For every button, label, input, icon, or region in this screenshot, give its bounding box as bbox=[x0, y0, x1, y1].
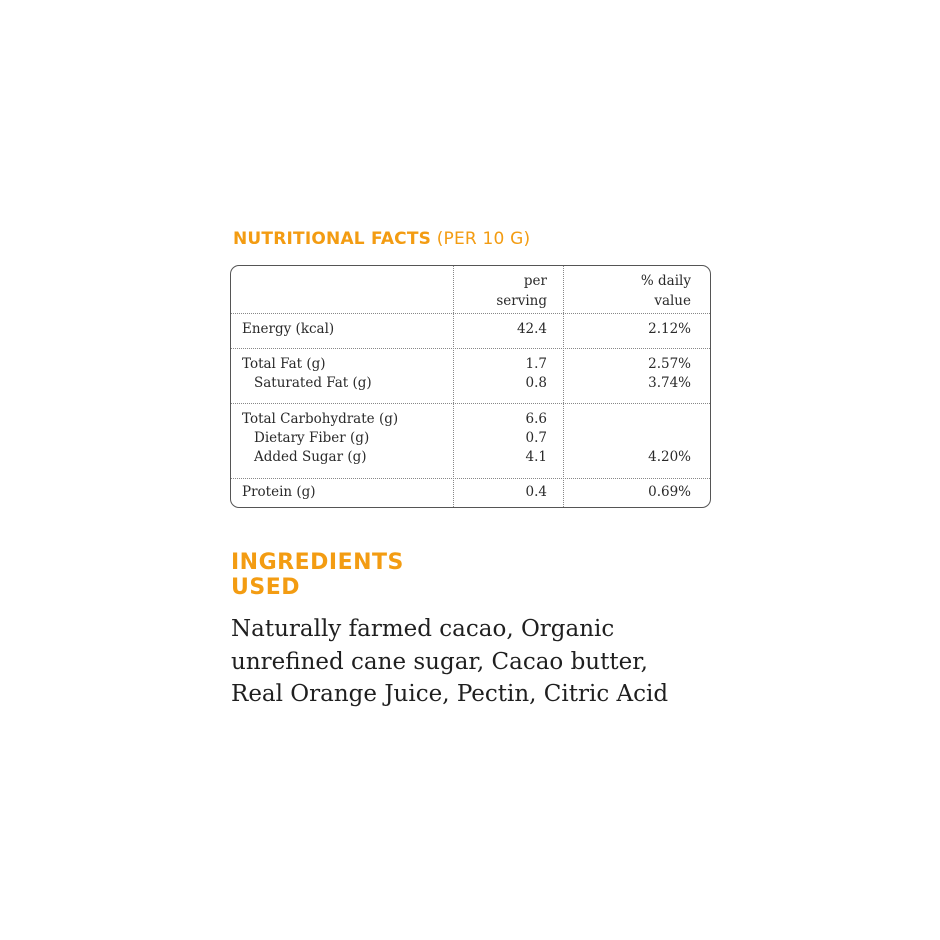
row-serving-value: 0.7 bbox=[525, 430, 547, 446]
row-serving-value: 4.1 bbox=[525, 449, 547, 465]
row-label: Added Sugar (g) bbox=[254, 449, 367, 465]
ingredients-line: Naturally farmed cacao, Organic bbox=[231, 616, 615, 642]
row-serving-value: 42.4 bbox=[516, 321, 547, 337]
ingredients-heading-line1: INGREDIENTS bbox=[231, 550, 404, 575]
row-daily-value: 2.57% bbox=[648, 356, 691, 372]
ingredients-heading-line2: USED bbox=[231, 575, 300, 600]
row-label: Total Carbohydrate (g) bbox=[242, 411, 399, 427]
ingredients-list bbox=[231, 613, 691, 711]
ingredients-heading bbox=[231, 550, 404, 600]
row-label: Total Fat (g) bbox=[242, 356, 326, 372]
row-divider bbox=[231, 348, 710, 349]
row-divider bbox=[231, 478, 710, 479]
row-divider bbox=[231, 403, 710, 404]
row-serving-value: 6.6 bbox=[525, 411, 547, 427]
header-daily-value-line2: value bbox=[654, 293, 691, 309]
nutrition-heading-unit: (PER 10 G) bbox=[436, 229, 531, 249]
row-daily-value: 0.69% bbox=[648, 484, 691, 500]
row-label: Saturated Fat (g) bbox=[254, 375, 372, 391]
header-per-serving-line2: serving bbox=[496, 293, 547, 309]
row-label: Protein (g) bbox=[242, 484, 316, 500]
column-divider bbox=[453, 266, 454, 507]
row-daily-value: 4.20% bbox=[648, 449, 691, 465]
row-serving-value: 0.8 bbox=[525, 375, 547, 391]
row-serving-value: 0.4 bbox=[525, 484, 547, 500]
ingredients-line: unrefined cane sugar, Cacao butter, bbox=[231, 648, 648, 675]
row-serving-value: 1.7 bbox=[525, 356, 547, 372]
nutrition-heading-title: NUTRITIONAL FACTS bbox=[233, 229, 432, 249]
row-daily-value: 3.74% bbox=[648, 375, 691, 391]
row-label: Dietary Fiber (g) bbox=[254, 430, 370, 446]
nutrition-heading bbox=[233, 229, 530, 249]
header-per-serving bbox=[496, 271, 547, 311]
ingredients-line: Real Orange Juice, Pectin, Citric Acid bbox=[231, 681, 669, 707]
column-divider bbox=[563, 266, 564, 507]
header-daily-value-line1: % daily bbox=[640, 273, 691, 289]
header-per-serving-line1: per bbox=[523, 273, 547, 289]
row-daily-value: 2.12% bbox=[648, 321, 691, 337]
row-divider bbox=[231, 313, 710, 314]
row-label: Energy (kcal) bbox=[242, 321, 335, 337]
nutrition-facts-table bbox=[230, 265, 711, 508]
header-daily-value bbox=[641, 271, 691, 311]
